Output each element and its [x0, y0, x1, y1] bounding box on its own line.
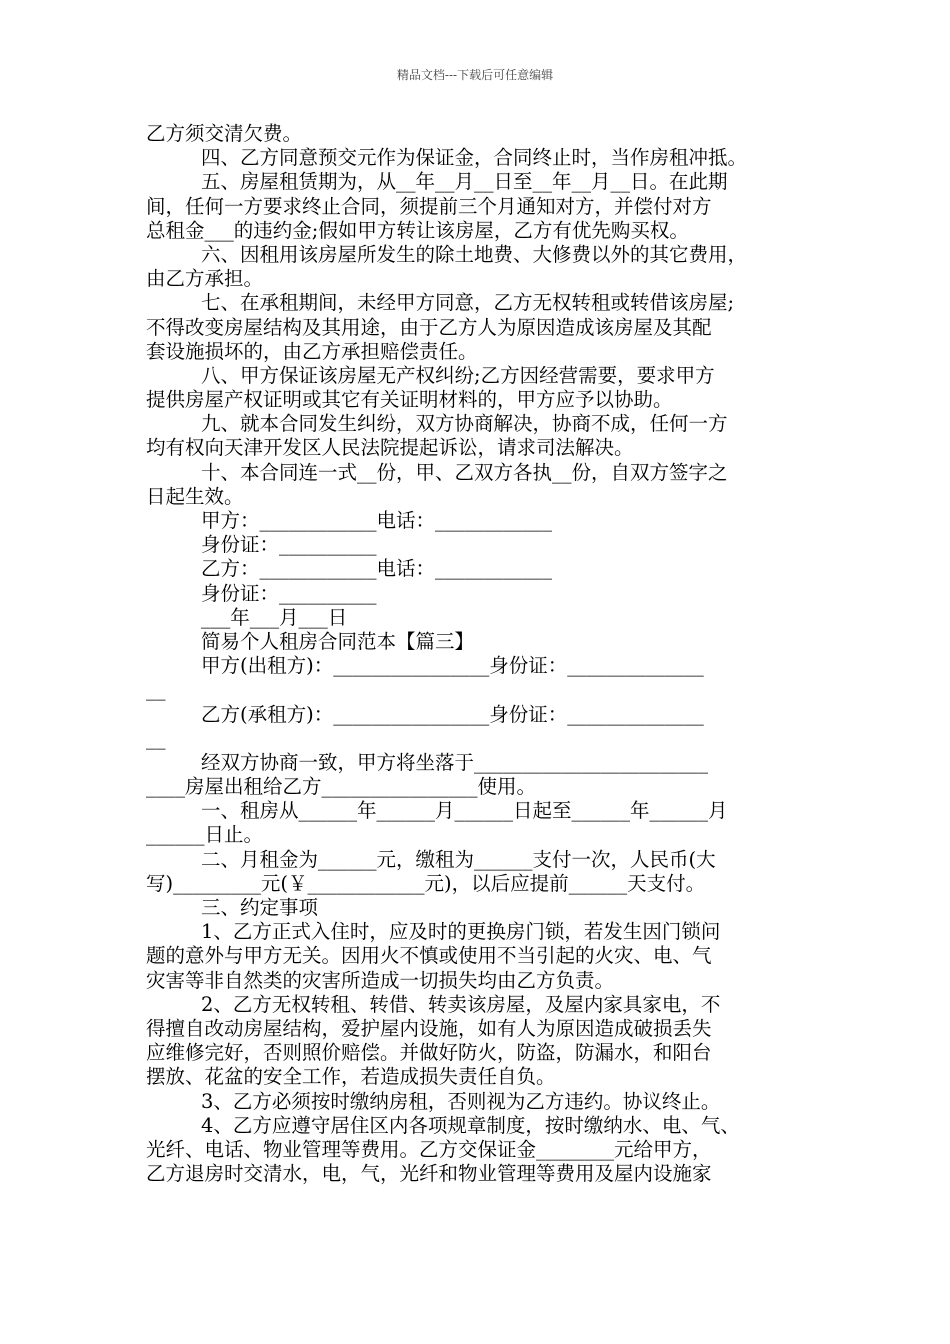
- text-line: 得擅自改动房屋结构，爱护屋内设施，如有人为原因造成破损丢失: [146, 1016, 712, 1040]
- text-line: ______日止。: [146, 823, 264, 847]
- lessor-line: 甲方(出租方)：________________身份证：______________: [201, 654, 704, 678]
- section-title: 简易个人租房合同范本【篇三】: [201, 629, 475, 653]
- clause-5: 五、房屋租赁期为，从__年__月__日至__年__月__日。在此期: [201, 170, 728, 194]
- rent-line: 二、月租金为______元，缴租为______支付一次，人民币(大: [201, 847, 716, 871]
- text-line: 总租金___的违约金;假如甲方转让该房屋，乙方有优先购买权。: [146, 218, 689, 242]
- text-line: 套设施损坏的，由乙方承担赔偿责任。: [146, 339, 478, 363]
- clause-9: 九、就本合同发生纠纷，双方协商解决，协商不成，任何一方: [201, 412, 728, 436]
- text-line: ____房屋出租给乙方________________使用。: [146, 775, 537, 799]
- clause-10: 十、本合同连一式__份，甲、乙双方各执__份，自双方签字之: [201, 460, 728, 484]
- item-4: 4、乙方应遵守居住区内各项规章制度，按时缴纳水、电、气、: [201, 1113, 740, 1137]
- contract-body: [146, 122, 818, 1186]
- text-line: 写)_________元(￥____________元)，以后应提前______天支付。: [146, 871, 706, 895]
- text-line: 灾害等非自然类的灾害所造成一切损失均由乙方负责。: [146, 968, 615, 992]
- term-line: 一、租房从______年______月______日起至______年______月: [201, 799, 728, 823]
- clause-4: 四、乙方同意预交元作为保证金，合同终止时，当作房租冲抵。: [201, 146, 748, 170]
- text-line: 提供房屋产权证明或其它有关证明材料的，甲方应予以协助。: [146, 388, 673, 412]
- text-line: 不得改变房屋结构及其用途，由于乙方人为原因造成该房屋及其配: [146, 315, 712, 339]
- agreed-matters-heading: 三、约定事项: [201, 896, 319, 919]
- item-3: 3、乙方必须按时缴纳房租，否则视为乙方违约。协议终止。: [201, 1089, 721, 1113]
- page-header: 精品文档---下载后可任意编辑: [396, 68, 554, 82]
- clause-7: 七、在承租期间，未经甲方同意，乙方无权转租或转借该房屋;: [201, 291, 735, 315]
- date-line: ___年___月___日: [201, 605, 348, 629]
- party-b-signature-line: 乙方：____________电话：____________: [201, 557, 553, 581]
- item-2: 2、乙方无权转租、转借、转卖该房屋，及屋内家具家电，不: [201, 992, 721, 1016]
- party-a-signature-line: 甲方：____________电话：____________: [201, 509, 553, 532]
- text-line: 摆放、花盆的安全工作，若造成损失责任自负。: [146, 1065, 556, 1089]
- text-line: __: [146, 726, 166, 750]
- text-line: __: [146, 678, 166, 702]
- text-line: 乙方退房时交清水，电，气，光纤和物业管理等费用及屋内设施家: [146, 1162, 712, 1186]
- party-a-id-line: 身份证：__________: [201, 533, 377, 557]
- text-line: 应维修完好，否则照价赔偿。并做好防火，防盗，防漏水，和阳台: [146, 1041, 712, 1065]
- item-1: 1、乙方正式入住时，应及时的更换房门锁，若发生因门锁问: [201, 920, 721, 944]
- clause-6: 六、因租用该房屋所发生的除土地费、大修费以外的其它费用，: [201, 242, 748, 266]
- party-b-id-line: 身份证：__________: [201, 581, 377, 605]
- text-line: 题的意外与甲方无关。因用火不慎或使用不当引起的火灾、电、气: [146, 944, 712, 968]
- text-line: 由乙方承担。: [146, 267, 264, 291]
- clause-8: 八、甲方保证该房屋无产权纠纷;乙方因经营需要，要求甲方: [201, 363, 715, 387]
- property-line: 经双方协商一致，甲方将坐落于________________________: [201, 750, 709, 774]
- lessee-line: 乙方(承租方)：________________身份证：______________: [201, 702, 704, 726]
- text-line: 日起生效。: [146, 484, 244, 508]
- text-line: 均有权向天津开发区人民法院提起诉讼，请求司法解决。: [146, 436, 634, 460]
- text-line: 乙方须交清欠费。: [146, 122, 303, 145]
- text-line: 光纤、电话、物业管理等费用。乙方交保证金________元给甲方，: [146, 1137, 712, 1161]
- text-line: 间，任何一方要求终止合同，须提前三个月通知对方，并偿付对方: [146, 194, 712, 218]
